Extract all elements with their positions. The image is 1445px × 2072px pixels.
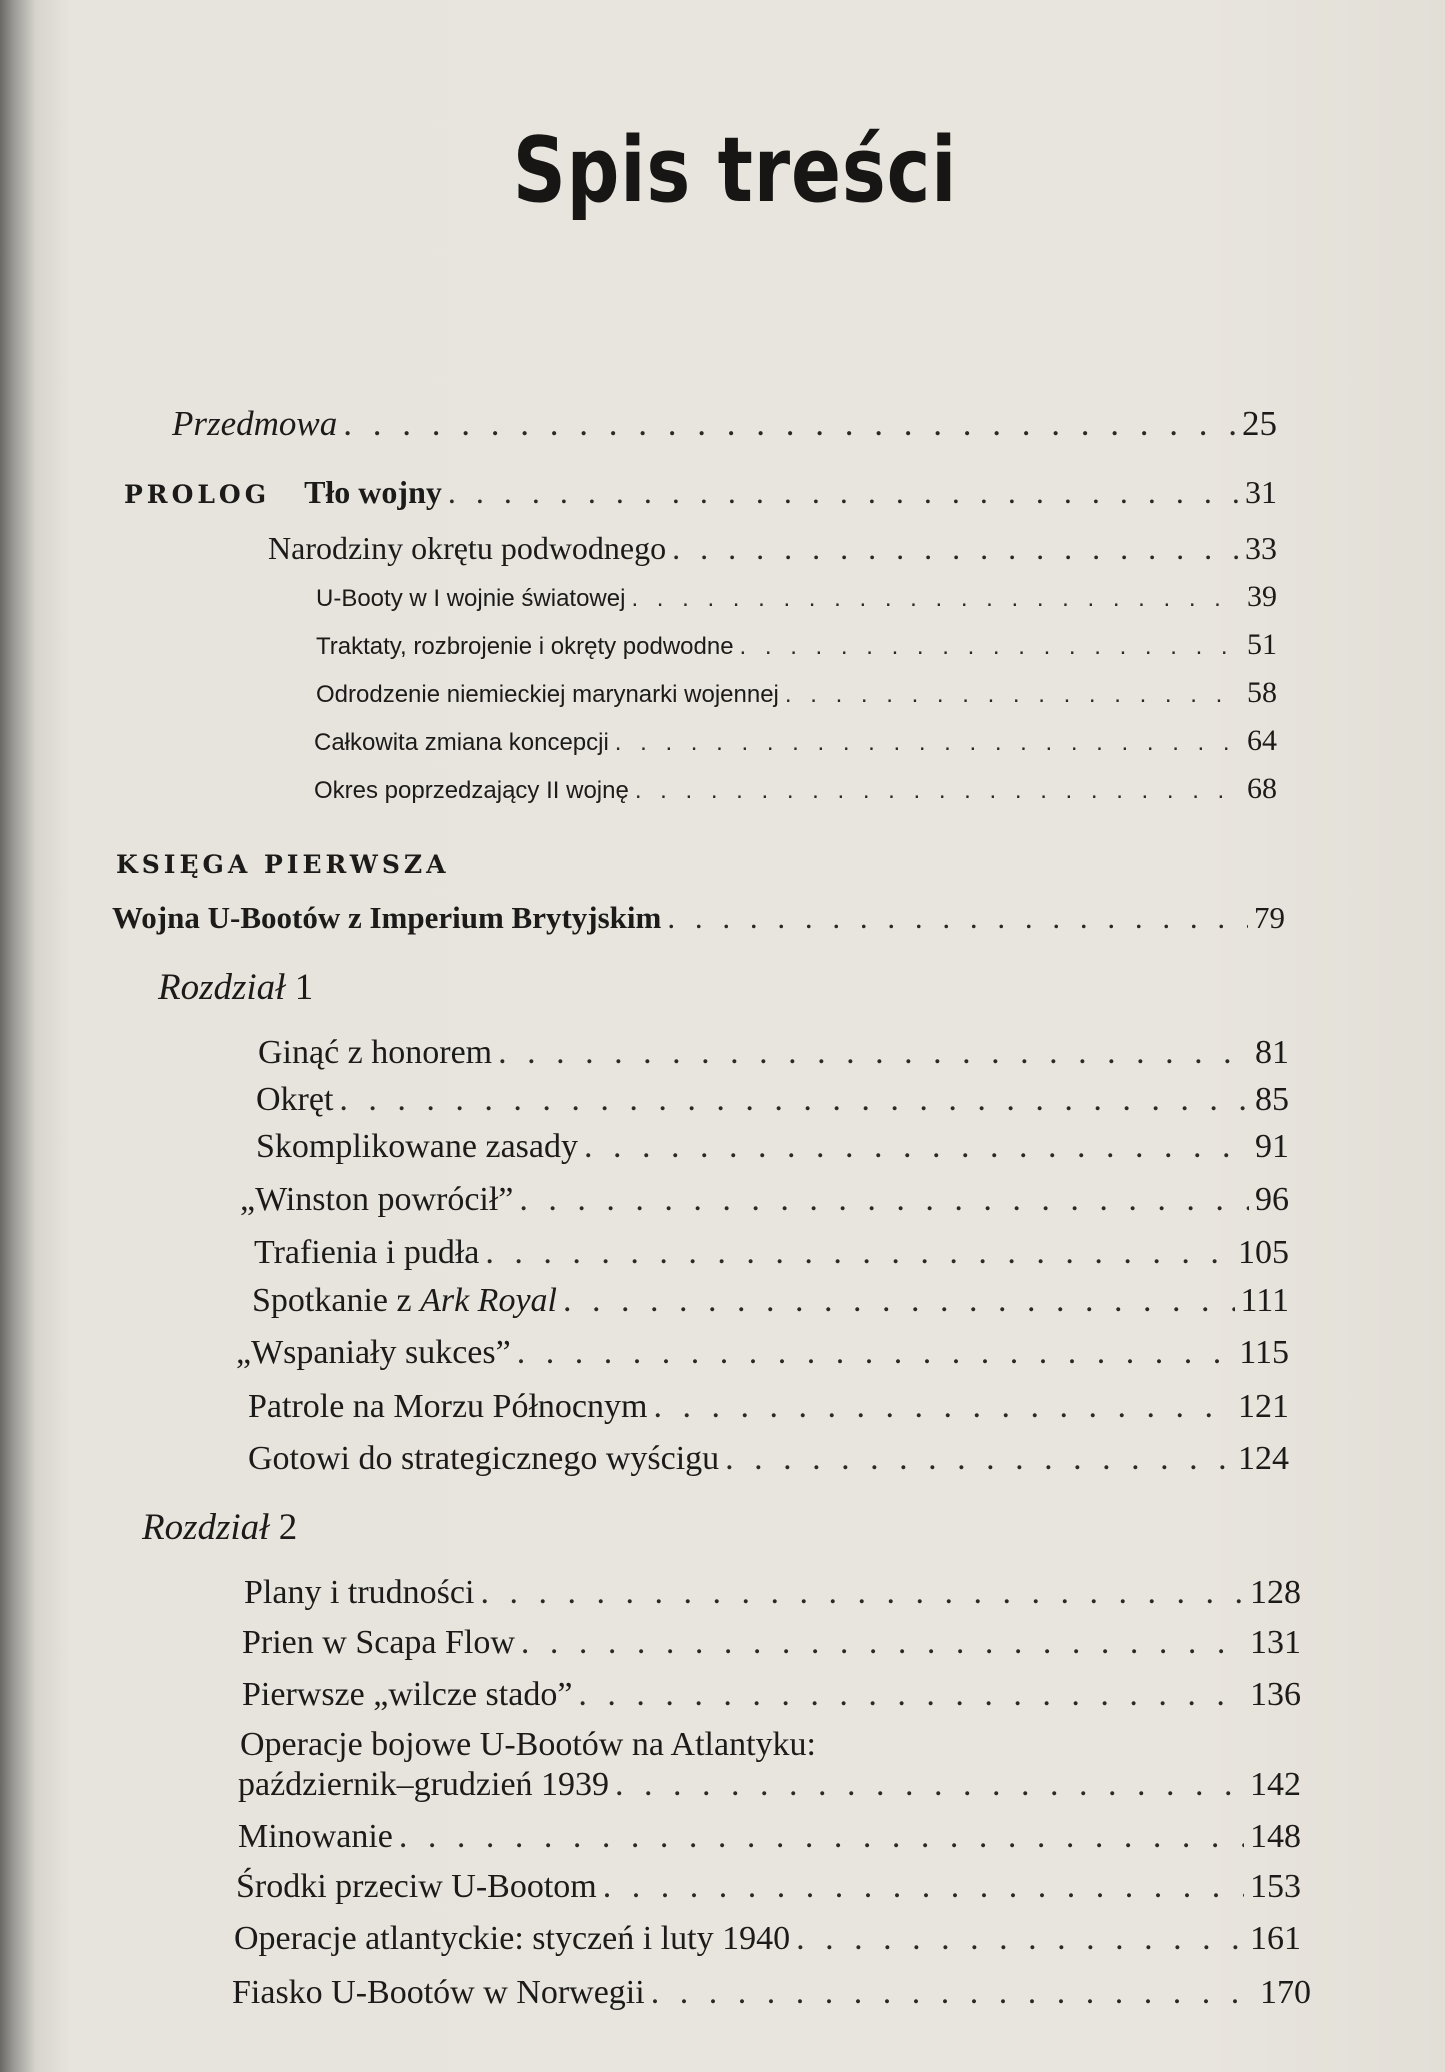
- leader-dots: [399, 1818, 1244, 1856]
- toc-entry-page: 33: [1245, 530, 1277, 566]
- ship-name: Ark Royal: [420, 1282, 557, 1319]
- toc-entry-label: Fiasko U-Bootów w Norwegii: [232, 1974, 645, 2011]
- toc-entry-label: [252, 1282, 557, 1320]
- toc-entry: [248, 1388, 1289, 1426]
- toc-entry-label: Patrole na Morzu Północnym: [248, 1388, 648, 1425]
- toc-entry-label: U-Booty w I wojnie światowej: [316, 585, 626, 612]
- toc-entry-page: 128: [1250, 1574, 1301, 1611]
- toc-entry-page: 115: [1239, 1334, 1289, 1371]
- toc-entry: [242, 1676, 1301, 1714]
- toc-entry: [256, 1081, 1289, 1119]
- toc-entry: [238, 1818, 1301, 1856]
- toc-entry-page: 85: [1255, 1081, 1289, 1118]
- leader-dots: [631, 585, 1241, 613]
- leader-dots: [603, 1868, 1244, 1906]
- leader-dots: [725, 1440, 1232, 1478]
- toc-entry: [248, 1440, 1289, 1478]
- toc-entry-label: Prien w Scapa Flow: [242, 1624, 515, 1661]
- leader-dots: [563, 1282, 1235, 1320]
- toc-entry-page: 64: [1247, 724, 1277, 757]
- toc-entry: [252, 1282, 1289, 1320]
- leader-dots: [517, 1334, 1234, 1372]
- leader-dots: [480, 1574, 1244, 1612]
- toc-entry-label: Odrodzenie niemieckiej marynarki wojennej: [316, 681, 779, 708]
- toc-entry: [316, 580, 1277, 614]
- toc-entry-label: Trafienia i pudła: [254, 1234, 480, 1271]
- toc-entry: [242, 1624, 1301, 1662]
- toc-entry: [244, 1574, 1301, 1612]
- toc-entry-book: [112, 900, 1285, 936]
- chapter-heading: [158, 966, 313, 1009]
- toc-entry: [238, 1766, 1301, 1804]
- toc-entry-page: 25: [1242, 404, 1277, 443]
- toc-entry-label: „Winston powrócił”: [240, 1181, 514, 1218]
- toc-entry-page: 124: [1238, 1440, 1289, 1477]
- toc-entry-label: Tło wojny: [304, 474, 442, 510]
- toc-entry: [236, 1334, 1289, 1372]
- toc-entry-label: Przedmowa: [172, 404, 338, 443]
- toc-entry-label: Skomplikowane zasady: [256, 1128, 578, 1165]
- leader-dots: [653, 1388, 1232, 1426]
- leader-dots: [635, 777, 1241, 805]
- toc-entry-page: 148: [1250, 1818, 1301, 1855]
- leader-dots: [578, 1676, 1244, 1714]
- toc-entry-page: 161: [1250, 1920, 1301, 1957]
- toc-entry-prolog: [124, 474, 1277, 511]
- leader-dots: [672, 530, 1239, 567]
- toc-entry-page: 58: [1247, 676, 1277, 709]
- toc-entry-page: 96: [1255, 1181, 1289, 1218]
- chapter-number: 1: [294, 967, 314, 1008]
- toc-entry: [232, 1974, 1311, 2012]
- toc-entry-page: 105: [1238, 1234, 1289, 1271]
- chapter-heading: [142, 1506, 297, 1549]
- toc-entry-page: 81: [1255, 1034, 1289, 1071]
- toc-entry-label-line1: Operacje bojowe U-Bootów na Atlantyku:: [240, 1726, 816, 1763]
- toc-entry-narodziny: [268, 530, 1277, 567]
- toc-entry-page: 51: [1247, 628, 1277, 661]
- toc-entry-page: 91: [1255, 1128, 1289, 1165]
- chapter-word: Rozdział: [158, 967, 286, 1008]
- toc-entry: [258, 1034, 1289, 1072]
- toc-entry-label: Ginąć z honorem: [258, 1034, 493, 1071]
- toc-entry-page: 111: [1240, 1282, 1289, 1319]
- leader-dots: [785, 681, 1241, 709]
- toc-entry: [316, 676, 1277, 710]
- section-tag: KSIĘGA PIERWSZA: [116, 850, 450, 879]
- toc-entry-label: Gotowi do strategicznego wyścigu: [248, 1440, 720, 1477]
- leader-dots: [584, 1128, 1249, 1166]
- chapter-word: Rozdział: [142, 1507, 270, 1548]
- toc-entry-page: 31: [1245, 474, 1277, 510]
- leader-dots: [498, 1034, 1249, 1072]
- toc-entry-page: 136: [1250, 1676, 1301, 1713]
- leader-dots: [339, 1081, 1249, 1119]
- leader-dots: [796, 1920, 1244, 1958]
- toc-entry-przedmowa: [172, 404, 1277, 444]
- toc-entry-label-plain: Spotkanie z: [252, 1282, 421, 1319]
- toc-entry: [236, 1868, 1301, 1906]
- toc-entry-page: 153: [1250, 1868, 1301, 1905]
- leader-dots: [740, 633, 1241, 661]
- chapter-number: 2: [278, 1507, 298, 1548]
- toc-entry-label: Traktaty, rozbrojenie i okręty podwodne: [316, 633, 734, 660]
- toc-entry-label: Wojna U-Bootów z Imperium Brytyjskim: [112, 900, 662, 935]
- toc-entry: [256, 1128, 1289, 1166]
- leader-dots: [485, 1234, 1232, 1272]
- leader-dots: [667, 900, 1248, 936]
- leader-dots: [651, 1974, 1254, 2012]
- leader-dots: [615, 729, 1241, 757]
- toc-entry-label: Okres poprzedzający II wojnę: [314, 777, 629, 804]
- section-tag: PROLOG: [124, 480, 271, 509]
- toc-entry-label: „Wspaniały sukces”: [236, 1334, 511, 1371]
- toc-entry-page: 68: [1247, 772, 1277, 805]
- toc-entry: [254, 1234, 1289, 1272]
- toc-entry-label: Plany i trudności: [244, 1574, 475, 1611]
- leader-dots: [521, 1624, 1244, 1662]
- toc-entry-label: Operacje atlantyckie: styczeń i luty 1940: [234, 1920, 791, 1957]
- toc-entry: [316, 628, 1277, 662]
- toc-entry-label: Narodziny okrętu podwodnego: [268, 530, 667, 566]
- toc-entry-page: 131: [1250, 1624, 1301, 1661]
- toc-entry-label: Całkowita zmiana koncepcji: [314, 729, 609, 756]
- toc-entry: [314, 772, 1277, 806]
- toc-entry-label: Minowanie: [238, 1818, 393, 1855]
- leader-dots: [519, 1181, 1249, 1219]
- page-title: Spis treści: [512, 118, 958, 223]
- toc-entry: [314, 724, 1277, 758]
- leader-dots: [615, 1766, 1244, 1804]
- toc-entry: [234, 1920, 1301, 1958]
- leader-dots: [448, 474, 1239, 511]
- toc-entry-label: Pierwsze „wilcze stado”: [242, 1676, 573, 1713]
- toc-entry: [240, 1181, 1289, 1219]
- toc-entry-page: 79: [1254, 900, 1285, 935]
- toc-entry-label: październik–grudzień 1939: [238, 1766, 610, 1803]
- toc-entry-label: Środki przeciw U-Bootom: [236, 1868, 597, 1905]
- toc-entry-page: 170: [1260, 1974, 1311, 2011]
- toc-entry-page: 121: [1238, 1388, 1289, 1425]
- toc-entry-page: 39: [1247, 580, 1277, 613]
- leader-dots: [343, 404, 1236, 444]
- toc-entry-label: Okręt: [256, 1081, 334, 1118]
- toc-entry-page: 142: [1250, 1766, 1301, 1803]
